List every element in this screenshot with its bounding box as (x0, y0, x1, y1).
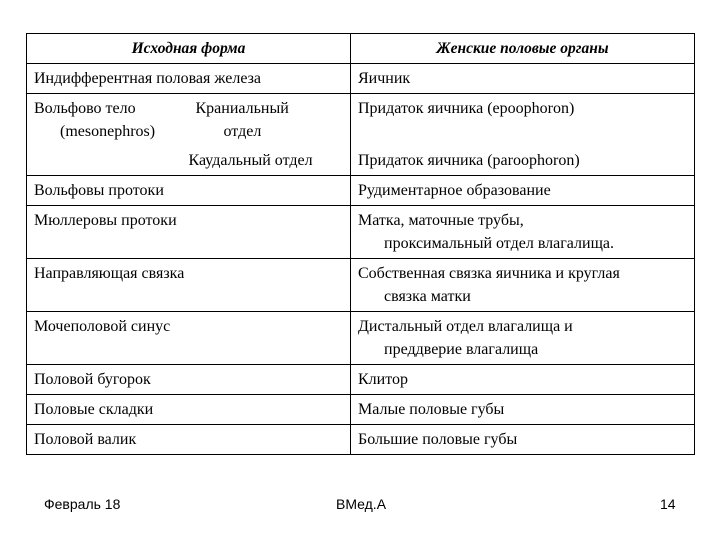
footer-page-number: 14 (660, 496, 676, 512)
cell-organ: Большие половые губы (351, 425, 695, 455)
table-row (27, 312, 695, 365)
cell-organ (351, 312, 695, 365)
cell-organ: Придаток яичника (paroophoron) (351, 146, 695, 176)
table-row (27, 395, 695, 425)
cell-organ: Рудиментарное образование (351, 176, 695, 206)
cell-organ: Яичник (351, 64, 695, 94)
cell-organ: Клитор (351, 365, 695, 395)
cell-caudal-part: Каудальный отдел (187, 146, 351, 176)
cell-origin: Индифферентная половая железа (27, 64, 351, 94)
organ-correspondence-table (26, 33, 695, 455)
organ-l1: Собственная связка яичника и круглая (358, 265, 620, 282)
cell-organ (351, 259, 695, 312)
cell-organ: Придаток яичника (epoophoron) (351, 94, 695, 147)
cell-origin: Половые складки (27, 395, 351, 425)
cell-origin: Мочеполовой синус (27, 312, 351, 365)
table-row (27, 64, 695, 94)
cell-origin: Половой валик (27, 425, 351, 455)
cell-origin: Половой бугорок (27, 365, 351, 395)
cell-organ (351, 206, 695, 259)
table-header-row (27, 34, 695, 64)
cranial-part-l1: Краниальный (195, 100, 289, 117)
table-row (27, 206, 695, 259)
organ-l1: Дистальный отдел влагалища и (358, 318, 573, 335)
cell-origin: Направляющая связка (27, 259, 351, 312)
table-row (27, 425, 695, 455)
wolffian-body-label: Вольфово тело (34, 100, 136, 117)
table-row (27, 365, 695, 395)
cell-organ: Малые половые губы (351, 395, 695, 425)
table-row (27, 176, 695, 206)
footer-date: Февраль 18 (44, 496, 121, 512)
wolffian-body-latin: (mesonephros) (60, 123, 156, 140)
header-female-organs: Женские половые органы (351, 34, 695, 64)
organ-l2: связка матки (384, 288, 471, 305)
cell-wolffian-body (27, 94, 187, 176)
table-row (27, 94, 695, 147)
header-origin: Исходная форма (27, 34, 351, 64)
footer-title: ВМед.А (336, 496, 387, 512)
cranial-part-l2: отдел (223, 123, 262, 140)
organ-l1: Матка, маточные трубы, (358, 212, 524, 229)
organ-l2: преддверие влагалища (384, 341, 539, 358)
cell-origin: Вольфовы протоки (27, 176, 351, 206)
cell-cranial-part (187, 94, 351, 147)
organ-l2: проксимальный отдел влагалища. (384, 235, 615, 252)
cell-origin: Мюллеровы протоки (27, 206, 351, 259)
table-row (27, 259, 695, 312)
